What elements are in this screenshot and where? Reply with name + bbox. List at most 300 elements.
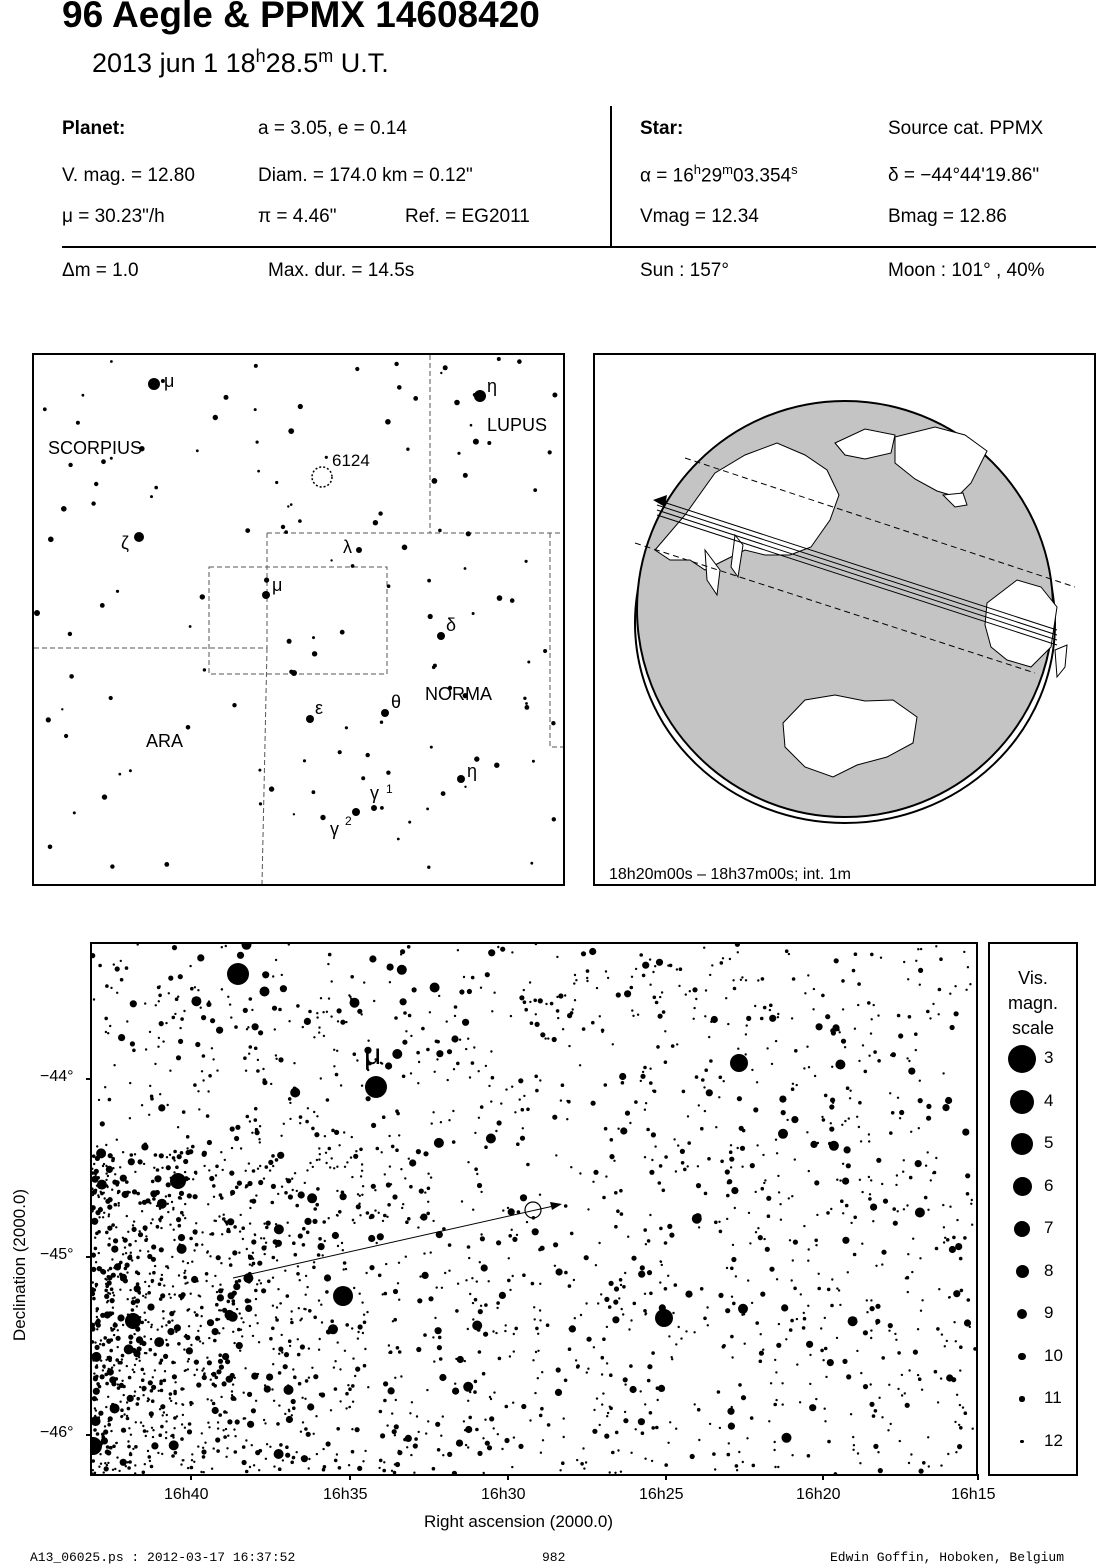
field-star: [965, 1173, 970, 1178]
field-star: [279, 1302, 281, 1304]
field-star: [114, 1173, 116, 1175]
field-star: [944, 1237, 946, 1239]
field-star: [660, 1261, 662, 1263]
field-star: [480, 1236, 485, 1241]
field-star: [351, 1176, 353, 1178]
field-star: [842, 1359, 847, 1364]
field-star: [455, 1358, 457, 1360]
field-star: [254, 1118, 258, 1122]
field-star: [297, 1353, 301, 1357]
field-star: [504, 1438, 509, 1443]
field-star: [359, 1195, 361, 1197]
field-star: [554, 1265, 556, 1267]
field-star: [322, 1254, 324, 1256]
field-star: [703, 1086, 705, 1088]
field-star: [142, 1394, 144, 1396]
field-star: [676, 968, 678, 970]
field-star: [474, 1132, 476, 1134]
finder-star: [61, 708, 63, 710]
field-star: [113, 1294, 115, 1296]
field-star: [926, 1116, 931, 1121]
field-star: [271, 1388, 273, 1390]
field-star: [266, 1221, 271, 1226]
field-star: [275, 1054, 277, 1056]
field-star: [207, 1090, 209, 1092]
field-star: [796, 1318, 798, 1320]
field-star: [221, 1233, 223, 1235]
field-star: [868, 1197, 872, 1201]
field-star: [394, 1424, 399, 1429]
field-star: [508, 1208, 515, 1215]
field-star: [126, 1271, 128, 1273]
field-star: [173, 1159, 175, 1161]
field-star: [556, 1367, 561, 1372]
field-star: [193, 1194, 198, 1199]
field-star: [405, 1030, 407, 1032]
field-star: [925, 1165, 927, 1167]
field-star: [165, 1265, 167, 1267]
field-star: [599, 1424, 601, 1426]
field-star: [216, 1449, 220, 1453]
field-star: [725, 1308, 730, 1313]
field-star: [955, 1243, 962, 1250]
field-star: [130, 1434, 132, 1436]
field-star: [262, 1080, 267, 1085]
field-star: [937, 1401, 939, 1403]
field-star: [392, 1194, 397, 1199]
field-star: [223, 1410, 227, 1414]
field-star: [95, 1285, 97, 1287]
field-star: [392, 1049, 402, 1059]
field-star: [263, 1177, 265, 1179]
field-star: [719, 1230, 723, 1234]
field-star: [629, 1364, 633, 1368]
field-star: [833, 1029, 835, 1031]
field-star: [284, 1413, 286, 1415]
field-star: [645, 1102, 647, 1104]
field-star: [454, 1015, 456, 1017]
field-star: [159, 1093, 161, 1095]
sun-elongation: Sun : 157°: [640, 260, 729, 281]
field-star: [121, 1358, 123, 1360]
field-star: [285, 1445, 289, 1449]
field-star: [110, 987, 112, 989]
field-star: [207, 1398, 209, 1400]
field-star: [580, 1462, 584, 1466]
field-star: [151, 1279, 155, 1283]
field-star: [105, 1172, 107, 1174]
field-star: [400, 1168, 402, 1170]
field-star: [180, 1387, 184, 1391]
field-star: [850, 1413, 852, 1415]
field-star: [878, 1397, 880, 1399]
field-star: [99, 1343, 101, 1345]
field-star: [292, 1368, 294, 1370]
field-star: [163, 1411, 165, 1413]
field-star: [583, 1467, 585, 1469]
field-star: [93, 998, 95, 1000]
field-star: [157, 1046, 159, 1048]
field-star: [215, 1165, 219, 1169]
finder-star: [551, 721, 555, 725]
field-star: [539, 1079, 541, 1081]
field-star: [769, 1009, 771, 1011]
field-star: [345, 1021, 347, 1023]
field-star: [309, 1162, 311, 1164]
field-star: [516, 1234, 518, 1236]
field-star: [649, 1081, 653, 1085]
field-star: [306, 1286, 308, 1288]
field-star: [621, 1308, 623, 1310]
field-star: [191, 1261, 193, 1263]
star-label-theta: θ: [391, 692, 402, 712]
field-star: [152, 1376, 154, 1378]
field-star: [163, 1284, 165, 1286]
field-star: [970, 1203, 972, 1205]
field-star: [587, 1208, 589, 1210]
field-star: [208, 1426, 210, 1428]
field-star: [239, 1350, 241, 1352]
field-star: [229, 1003, 231, 1005]
field-star: [135, 1358, 137, 1360]
field-star: [435, 1422, 440, 1427]
field-star: [394, 1377, 396, 1379]
field-star: [249, 1207, 251, 1209]
field-star: [108, 1237, 110, 1239]
field-star: [511, 1086, 513, 1088]
field-star: [808, 1248, 810, 1250]
field-star: [857, 1452, 859, 1454]
field-star: [92, 1205, 96, 1210]
field-star: [672, 1312, 674, 1314]
field-star: [579, 1064, 581, 1066]
field-star: [609, 1373, 613, 1377]
field-star: [300, 1344, 305, 1349]
field-star: [269, 1169, 271, 1171]
field-star: [915, 1160, 922, 1167]
field-star: [757, 979, 759, 981]
finder-star: [402, 545, 408, 551]
field-star: [842, 1237, 849, 1244]
field-star: [431, 1122, 433, 1124]
field-star: [448, 1270, 450, 1272]
field-star: [489, 1416, 494, 1421]
field-star: [202, 1447, 204, 1449]
field-star: [239, 1230, 241, 1232]
field-star: [127, 1466, 131, 1470]
field-star: [744, 1343, 746, 1345]
field-star: [105, 1165, 107, 1167]
field-star: [161, 1167, 163, 1169]
field-star: [625, 1111, 630, 1116]
field-star: [409, 1159, 416, 1166]
field-star: [144, 1352, 146, 1354]
field-star: [933, 1171, 937, 1175]
field-star: [679, 967, 683, 971]
field-star: [695, 998, 697, 1000]
field-star: [930, 1179, 932, 1181]
field-star: [729, 958, 731, 960]
field-star: [364, 1450, 366, 1452]
field-star: [305, 1294, 307, 1296]
field-star: [576, 1365, 580, 1369]
field-star: [530, 1021, 534, 1025]
field-star: [682, 1090, 686, 1094]
field-star: [586, 977, 588, 979]
field-star: [654, 1145, 656, 1147]
field-star: [252, 1262, 256, 1266]
field-star: [151, 1427, 153, 1429]
field-star: [467, 1161, 469, 1163]
field-star: [120, 1415, 122, 1417]
field-star: [190, 1344, 192, 1346]
field-star: [355, 1367, 360, 1372]
field-star: [545, 1003, 547, 1005]
field-star: [540, 1452, 542, 1454]
field-star: [614, 1191, 618, 1195]
field-star: [463, 1420, 465, 1422]
field-star: [846, 1374, 851, 1379]
field-star: [513, 1333, 515, 1335]
field-star: [122, 1324, 124, 1326]
field-star: [100, 1339, 102, 1341]
field-star: [242, 1321, 244, 1323]
field-star: [193, 1374, 195, 1376]
field-star: [265, 1242, 267, 1244]
field-star: [218, 1353, 222, 1357]
finder-star: [256, 441, 259, 444]
field-star: [589, 948, 596, 955]
field-star: [115, 1183, 119, 1187]
field-star: [171, 1434, 175, 1438]
field-star: [132, 1227, 137, 1232]
field-star: [366, 1211, 370, 1215]
field-star: [304, 1182, 306, 1184]
field-star: [775, 1399, 777, 1401]
finder-star: [61, 506, 67, 512]
field-star: [781, 1382, 783, 1384]
field-star: [100, 1121, 105, 1126]
field-star: [944, 1345, 946, 1347]
field-star: [940, 1464, 942, 1466]
field-star: [106, 1464, 108, 1466]
field-star: [264, 1253, 266, 1255]
field-star: [280, 985, 287, 992]
field-star: [190, 987, 194, 991]
field-star: [664, 1030, 666, 1032]
field-star: [467, 1400, 469, 1402]
field-star: [210, 1399, 212, 1401]
field-star: [324, 1274, 331, 1281]
field-star: [230, 1373, 235, 1378]
field-star: [860, 1372, 862, 1374]
field-star: [410, 1035, 412, 1037]
field-star: [568, 1045, 570, 1047]
finder-star: [510, 598, 515, 603]
field-star: [127, 1440, 129, 1442]
field-star: [150, 1095, 154, 1099]
field-star: [471, 976, 475, 980]
field-star: [280, 1135, 282, 1137]
planet-diameter: Diam. = 174.0 km = 0.12": [258, 165, 473, 186]
field-star: [247, 1421, 254, 1428]
field-star: [866, 1299, 868, 1301]
field-star: [131, 1259, 133, 1261]
field-star: [539, 1194, 541, 1196]
field-star: [151, 1180, 155, 1184]
field-star: [883, 1199, 888, 1204]
star-source: Source cat. PPMX: [888, 118, 1044, 139]
field-star: [593, 1409, 595, 1411]
field-star: [92, 1469, 94, 1471]
field-star: [609, 1154, 614, 1159]
field-star: [417, 1082, 419, 1084]
field-star: [419, 1189, 424, 1194]
field-star: [114, 1203, 118, 1207]
field-star: [156, 1168, 160, 1172]
field-star: [175, 1331, 177, 1333]
field-star: [434, 1071, 436, 1073]
field-star: [343, 1131, 345, 1133]
field-star: [220, 1396, 222, 1398]
finder-star: [189, 625, 192, 628]
field-star: [513, 1436, 515, 1438]
field-star: [738, 1383, 742, 1387]
field-star: [662, 1389, 664, 1391]
field-star: [258, 1469, 260, 1471]
field-star: [644, 1156, 646, 1158]
field-star: [217, 1421, 219, 1423]
field-star: [173, 1441, 178, 1446]
field-star: [890, 1054, 892, 1056]
field-star: [366, 1096, 371, 1101]
finder-star: [457, 775, 465, 783]
field-star: [134, 1390, 136, 1392]
field-star: [870, 1306, 875, 1311]
field-star: [500, 1102, 502, 1104]
field-star: [398, 1262, 400, 1264]
field-star: [841, 979, 845, 983]
field-star: [105, 1382, 109, 1386]
field-star: [490, 1100, 492, 1102]
finder-star: [154, 486, 158, 490]
field-star: [139, 1386, 141, 1388]
field-star: [680, 1149, 685, 1154]
field-star: [203, 1165, 205, 1167]
field-star: [457, 1283, 459, 1285]
field-star: [273, 1400, 275, 1402]
finder-star: [269, 786, 274, 791]
field-star: [208, 1000, 210, 1002]
field-star: [155, 1190, 160, 1195]
field-star: [363, 1364, 367, 1368]
field-star: [231, 1390, 233, 1392]
finder-star: [427, 866, 430, 869]
field-star: [604, 1297, 609, 1302]
finder-star: [312, 790, 316, 794]
field-star: [292, 1241, 296, 1245]
field-star: [233, 1342, 235, 1344]
field-star: [171, 1256, 173, 1258]
field-star: [339, 1368, 341, 1370]
field-star: [941, 1333, 943, 1335]
field-star: [215, 1174, 217, 1176]
field-star: [263, 1223, 265, 1225]
finder-star: [487, 441, 491, 445]
field-star: [183, 1010, 185, 1012]
field-star: [149, 1348, 153, 1352]
field-star: [288, 1339, 292, 1343]
field-star: [126, 1020, 128, 1022]
field-star: [438, 1336, 442, 1340]
field-star: [624, 1411, 626, 1413]
field-star: [649, 1292, 653, 1296]
field-star: [121, 1428, 126, 1433]
field-star: [316, 1012, 318, 1014]
label-norma: NORMA: [425, 684, 492, 704]
field-star: [388, 1352, 390, 1354]
field-star: [850, 1222, 852, 1224]
field-star: [369, 1214, 374, 1219]
field-star: [408, 1158, 410, 1160]
field-star: [344, 1195, 346, 1197]
finder-star: [287, 639, 292, 644]
field-star: [467, 1446, 469, 1448]
finder-star: [552, 817, 556, 821]
field-star: [406, 1446, 408, 1448]
field-star: [187, 1467, 189, 1469]
field-star: [203, 1471, 205, 1473]
field-star: [609, 1281, 614, 1286]
field-star: [265, 1165, 269, 1169]
field-star: [725, 997, 727, 999]
field-star: [400, 953, 402, 955]
field-star: [172, 1285, 174, 1287]
field-star: [456, 1062, 460, 1066]
field-star: [195, 1222, 197, 1224]
field-star: [892, 1207, 896, 1211]
field-star: [719, 1427, 721, 1429]
globe-caption: 18h20m00s – 18h37m00s; int. 1m: [609, 866, 851, 883]
field-star: [160, 1227, 162, 1229]
field-star: [392, 1429, 397, 1434]
field-star: [632, 1015, 634, 1017]
field-star: [821, 1116, 823, 1118]
field-star: [564, 1271, 568, 1275]
field-star: [292, 1189, 294, 1191]
field-star: [175, 997, 179, 1001]
field-star: [235, 1186, 239, 1190]
field-star: [477, 1451, 482, 1456]
field-star: [165, 1431, 167, 1433]
field-star: [151, 1218, 153, 1220]
field-star: [891, 1111, 895, 1115]
field-star: [839, 1179, 841, 1181]
field-star: [325, 1152, 327, 1154]
field-star: [616, 992, 621, 997]
field-star: [730, 1423, 732, 1425]
field-star: [592, 1181, 594, 1183]
field-star: [143, 1335, 145, 1337]
field-star: [353, 1052, 357, 1056]
magnitude-legend: [988, 942, 1078, 1476]
field-star: [180, 1151, 184, 1155]
field-star: [177, 1244, 187, 1254]
field-star: [889, 1092, 891, 1094]
field-star: [123, 1394, 125, 1396]
field-star: [327, 963, 329, 965]
field-star: [949, 1296, 951, 1298]
